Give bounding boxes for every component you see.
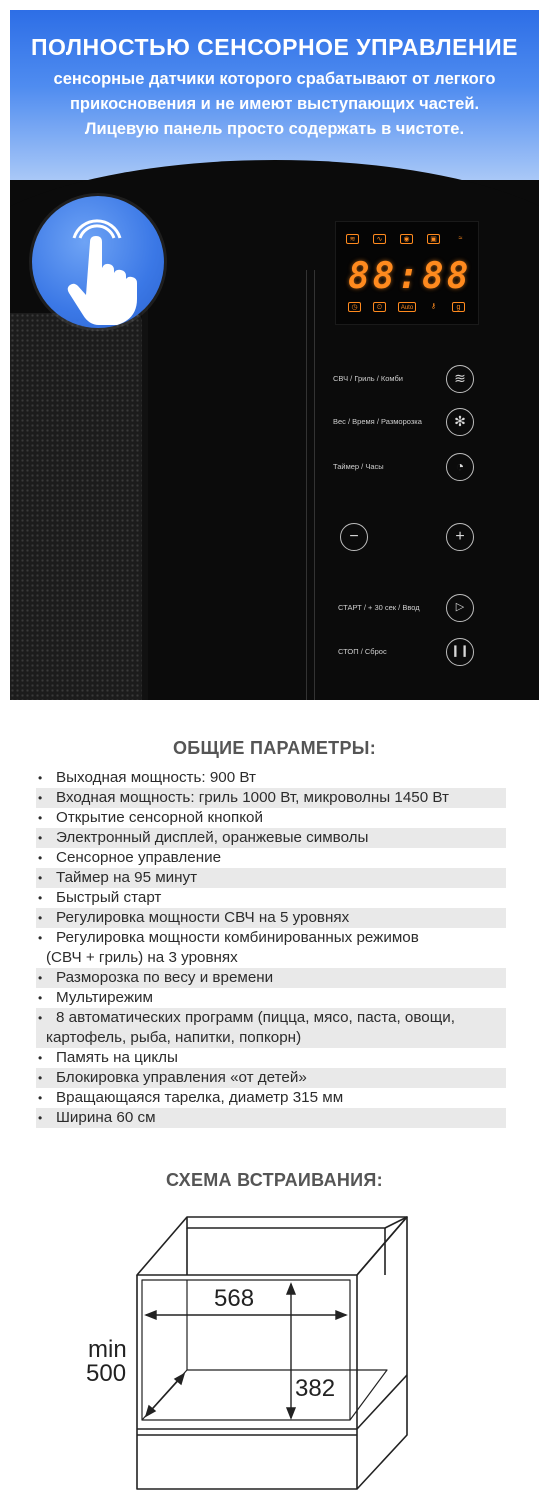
installation-scheme-diagram [0,1200,549,1500]
gram-icon: g [452,302,465,312]
snowflake-drop-icon[interactable]: ✻ [446,408,474,436]
pause-icon[interactable]: ❙❙ [446,638,474,666]
list-item-text: Выходная мощность: 900 Вт [56,769,256,786]
list-item [36,1088,506,1108]
list-item-text: (СВЧ + гриль) на 3 уровнях [46,949,238,966]
list-item [36,1008,506,1048]
list-item [36,788,506,808]
hero-title: ПОЛНОСТЬЮ СЕНСОРНОЕ УПРАВЛЕНИЕ [30,34,519,60]
control-label-mode: СВЧ / Гриль / Комби [333,374,403,383]
bullet: • [38,851,43,865]
hero-banner [10,10,539,700]
list-item [36,828,506,848]
hero-subtitle-line: сенсорные датчики которого срабатывают от легкого [53,70,496,88]
bullet: • [38,891,43,905]
bullet: • [38,1091,43,1105]
bullet: • [38,1051,43,1065]
list-item-text: Разморозка по весу и времени [56,969,274,986]
min-depth-label: min [88,1336,127,1363]
list-item-text: Мультирежим [56,989,153,1006]
panel-divider [314,205,315,700]
list-item [36,868,506,888]
combi-icon: ◉ [400,234,413,244]
list-item-text: Входная мощность: гриль 1000 Вт, микроволны 1450 Вт [56,789,450,806]
min-depth-value: 500 [86,1360,127,1387]
list-item-text: картофель, рыба, напитки, попкорн) [46,1029,302,1046]
specs-list [36,768,506,1128]
plus-button[interactable]: + [446,523,474,551]
bullet: • [38,811,43,825]
display-digits: 88:88 [348,256,472,297]
list-item-text: Быстрый старт [56,889,162,906]
microwave-door [10,313,142,700]
list-item [36,808,506,828]
bullet: • [38,1011,43,1025]
touch-hand-icon [32,196,164,328]
control-label-start: СТАРТ / + 30 сек / Ввод [338,603,420,612]
bullet: • [38,871,43,885]
list-item-text: Сенсорное управление [56,849,222,866]
minus-button[interactable]: − [340,523,368,551]
height-dimension-label: 382 [295,1375,336,1402]
defrost-icon: ≈ [458,235,463,242]
list-item-text: Блокировка управления «от детей» [56,1069,307,1086]
clock-icon: ◷ [348,302,361,312]
list-item-text: 8 автоматических программ (пицца, мясо, паста, овощи, [56,1009,455,1026]
width-dimension-label: 568 [210,1285,258,1313]
specs-title: ОБЩИЕ ПАРАМЕТРЫ: [172,738,376,758]
list-item [36,1048,506,1068]
hero-subtitle-line: прикосновения и не имеют выступающих частей. [69,95,480,113]
list-item [36,988,506,1008]
bullet: • [38,831,43,845]
bullet: • [38,971,43,985]
list-item-text: Вращающаяся тарелка, диаметр 315 мм [56,1089,344,1106]
weight-icon: ▣ [427,234,440,244]
wave-icon[interactable]: ≋ [446,365,474,393]
scheme-title: СХЕМА ВСТРАИВАНИЯ: [166,1170,383,1190]
bullet: • [38,771,43,785]
list-item [36,908,506,928]
list-item [36,1108,506,1128]
control-label-weight: Вес / Время / Разморозка [333,417,422,426]
list-item [36,768,506,788]
list-item [36,968,506,988]
bullet: • [38,791,43,805]
grill-icon: ∿ [373,234,386,244]
play-icon[interactable]: ▷ [446,594,474,622]
control-label-stop: СТОП / Сброс [338,647,387,656]
timer-icon: ⏲ [373,302,386,312]
list-item-text: Память на циклы [56,1049,178,1066]
auto-indicator: Auto [398,302,416,312]
bullet: • [38,1071,43,1085]
bullet: • [38,911,43,925]
bullet: • [38,991,43,1005]
list-item [36,928,506,968]
list-item-text: Таймер на 95 минут [56,869,198,886]
list-item-text: Регулировка мощности СВЧ на 5 уровнях [56,909,350,926]
list-item-text: Регулировка мощности комбинированных режимов [56,929,419,946]
list-item [36,848,506,868]
list-item-text: Электронный дисплей, оранжевые символы [56,829,369,846]
list-item [36,1068,506,1088]
timer-clock-icon[interactable]: ◔ [446,453,474,481]
bullet: • [38,931,43,945]
list-item-text: Ширина 60 см [56,1109,156,1126]
control-display [335,221,479,325]
microwave-icon: ≋ [346,234,359,244]
list-item-text: Открытие сенсорной кнопкой [56,809,263,826]
bullet: • [38,1111,43,1125]
lock-icon: ⚷ [430,303,437,310]
control-label-timer: Таймер / Часы [333,462,384,471]
panel-divider [306,205,307,700]
list-item [36,888,506,908]
hero-subtitle-line: Лицевую панель просто содержать в чистоте. [84,120,465,138]
